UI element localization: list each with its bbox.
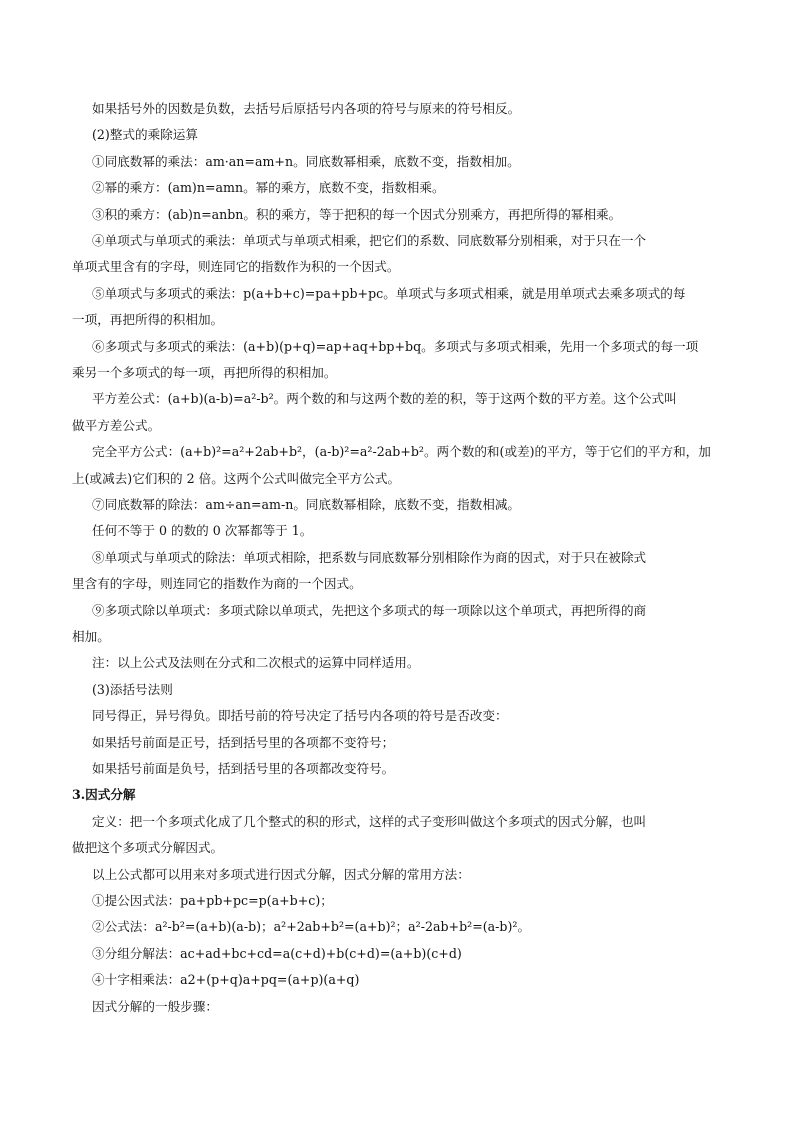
rule-line: ①同底数幂的乘法：am·an=am+n。同底数幂相乘，底数不变，指数相加。: [92, 153, 520, 169]
method-line: ②公式法：a²-b²=(a+b)(a-b)；a²+2ab+b²=(a+b)²；a²-2ab+b²=(a-b)²。: [92, 919, 531, 935]
definition-line-continued: 做把这个多项式分解因式。: [72, 840, 224, 856]
note-line: 注：以上公式及法则在分式和二次根式的运算中同样适用。: [92, 655, 420, 671]
method-line: ④十字相乘法：a2+(p+q)a+pq=(a+p)(a+q): [92, 972, 360, 988]
paragraph-line: 以上公式都可以用来对多项式进行因式分解，因式分解的常用方法：: [92, 866, 470, 882]
formula-line: 平方差公式：(a+b)(a-b)=a²-b²。两个数的和与这两个数的差的积，等于这两个数的平方差。这个公式叫: [92, 391, 677, 407]
rule-line: ⑦同底数幂的除法：am÷an=am-n。同底数幂相除，底数不变，指数相减。: [92, 497, 521, 512]
rule-line: ③积的乘方：(ab)n=anbn。积的乘方，等于把积的每一个因式分别乘方，再把所得的幂相乘。: [92, 206, 622, 222]
rule-line: 如果括号前面是负号，括到括号里的各项都改变符号。: [92, 761, 395, 776]
rule-line: ⑥多项式与多项式的乘法：(a+b)(p+q)=ap+aq+bp+bq。多项式与多项式相乘，先用一个多项式的每一项: [92, 338, 699, 354]
rule-line: ⑤单项式与多项式的乘法：p(a+b+c)=pa+pb+pc。单项式与多项式相乘，就是用单项式去乘多项式的每: [92, 285, 686, 301]
formula-line-continued: 做平方差公式。: [72, 417, 161, 433]
rule-line: ④单项式与单项式的乘法：单项式与单项式相乘，把它们的系数、同底数幂分别相乘，对于只在一个: [92, 233, 647, 248]
section-heading: (2)整式的乘除运算: [92, 127, 198, 143]
rule-line: 同号得正，异号得负。即括号前的符号决定了括号内各项的符号是否改变：: [92, 708, 508, 724]
rule-line-continued: 一项，再把所得的积相加。: [72, 312, 224, 328]
rule-line-continued: 乘另一个多项式的每一项，再把所得的积相加。: [72, 365, 337, 380]
rule-line-continued: 相加。: [72, 629, 110, 644]
method-line: ③分组分解法：ac+ad+bc+cd=a(c+d)+b(c+d)=(a+b)(c+d): [92, 945, 462, 961]
method-line: ①提公因式法：pa+pb+pc=p(a+b+c)；: [92, 893, 333, 908]
paragraph-line: 如果括号外的因数是负数，去括号后原括号内各项的符号与原来的符号相反。: [92, 101, 521, 116]
chapter-heading: 3.因式分解: [72, 787, 136, 803]
rule-line: 如果括号前面是正号，括到括号里的各项都不变符号；: [92, 734, 395, 750]
formula-line-continued: 上(或减去)它们积的 2 倍。这两个公式叫做完全平方公式。: [72, 470, 401, 486]
rule-line: ⑧单项式与单项式的除法：单项式相除，把系数与同底数幂分别相除作为商的因式，对于只在被除式: [92, 549, 647, 565]
rule-line: ⑨多项式除以单项式：多项式除以单项式，先把这个多项式的每一项除以这个单项式，再把所得的商: [92, 602, 647, 618]
rule-line: ②幂的乘方：(am)n=amn。幂的乘方，底数不变，指数相乘。: [92, 180, 445, 196]
rule-line-continued: 里含有的字母，则连同它的指数作为商的一个因式。: [72, 576, 362, 592]
formula-line: 完全平方公式：(a+b)²=a²+2ab+b²，(a-b)²=a²-2ab+b²。两个数的和(或差)的平方，等于它们的平方和，加: [92, 444, 711, 460]
rule-line: 任何不等于 0 的数的 0 次幂都等于 1。: [92, 523, 313, 539]
paragraph-line: 因式分解的一般步骤：: [92, 998, 218, 1014]
rule-line-continued: 单项式里含有的字母，则连同它的指数作为积的一个因式。: [72, 259, 400, 275]
section-heading: (3)添括号法则: [92, 681, 173, 697]
definition-line: 定义：把一个多项式化成了几个整式的积的形式，这样的式子变形叫做这个多项式的因式分解，也叫: [92, 813, 647, 829]
